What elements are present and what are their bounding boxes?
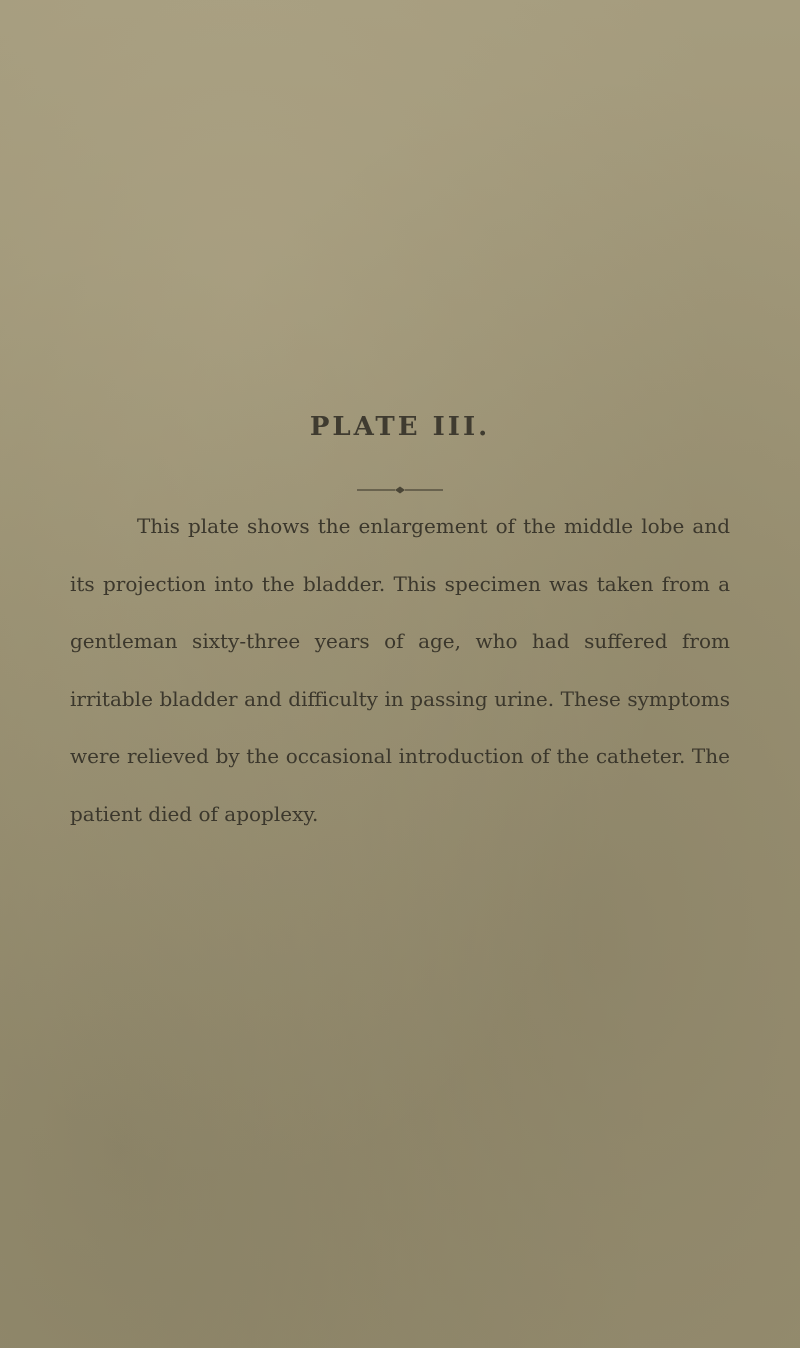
plate-title: PLATE III. (309, 412, 491, 442)
diamond-rule-ornament (355, 486, 445, 494)
plate-description: This plate shows the enlargement of the middle lobe and its projection into the bladder. This specimen was taken from a gentleman sixty-three years of age, who had suffered from irritable bladder and difficulty in passing urine. These symptoms were relieved by the occasional introduction of the catheter. The patient died of apoplexy. (70, 514, 730, 826)
